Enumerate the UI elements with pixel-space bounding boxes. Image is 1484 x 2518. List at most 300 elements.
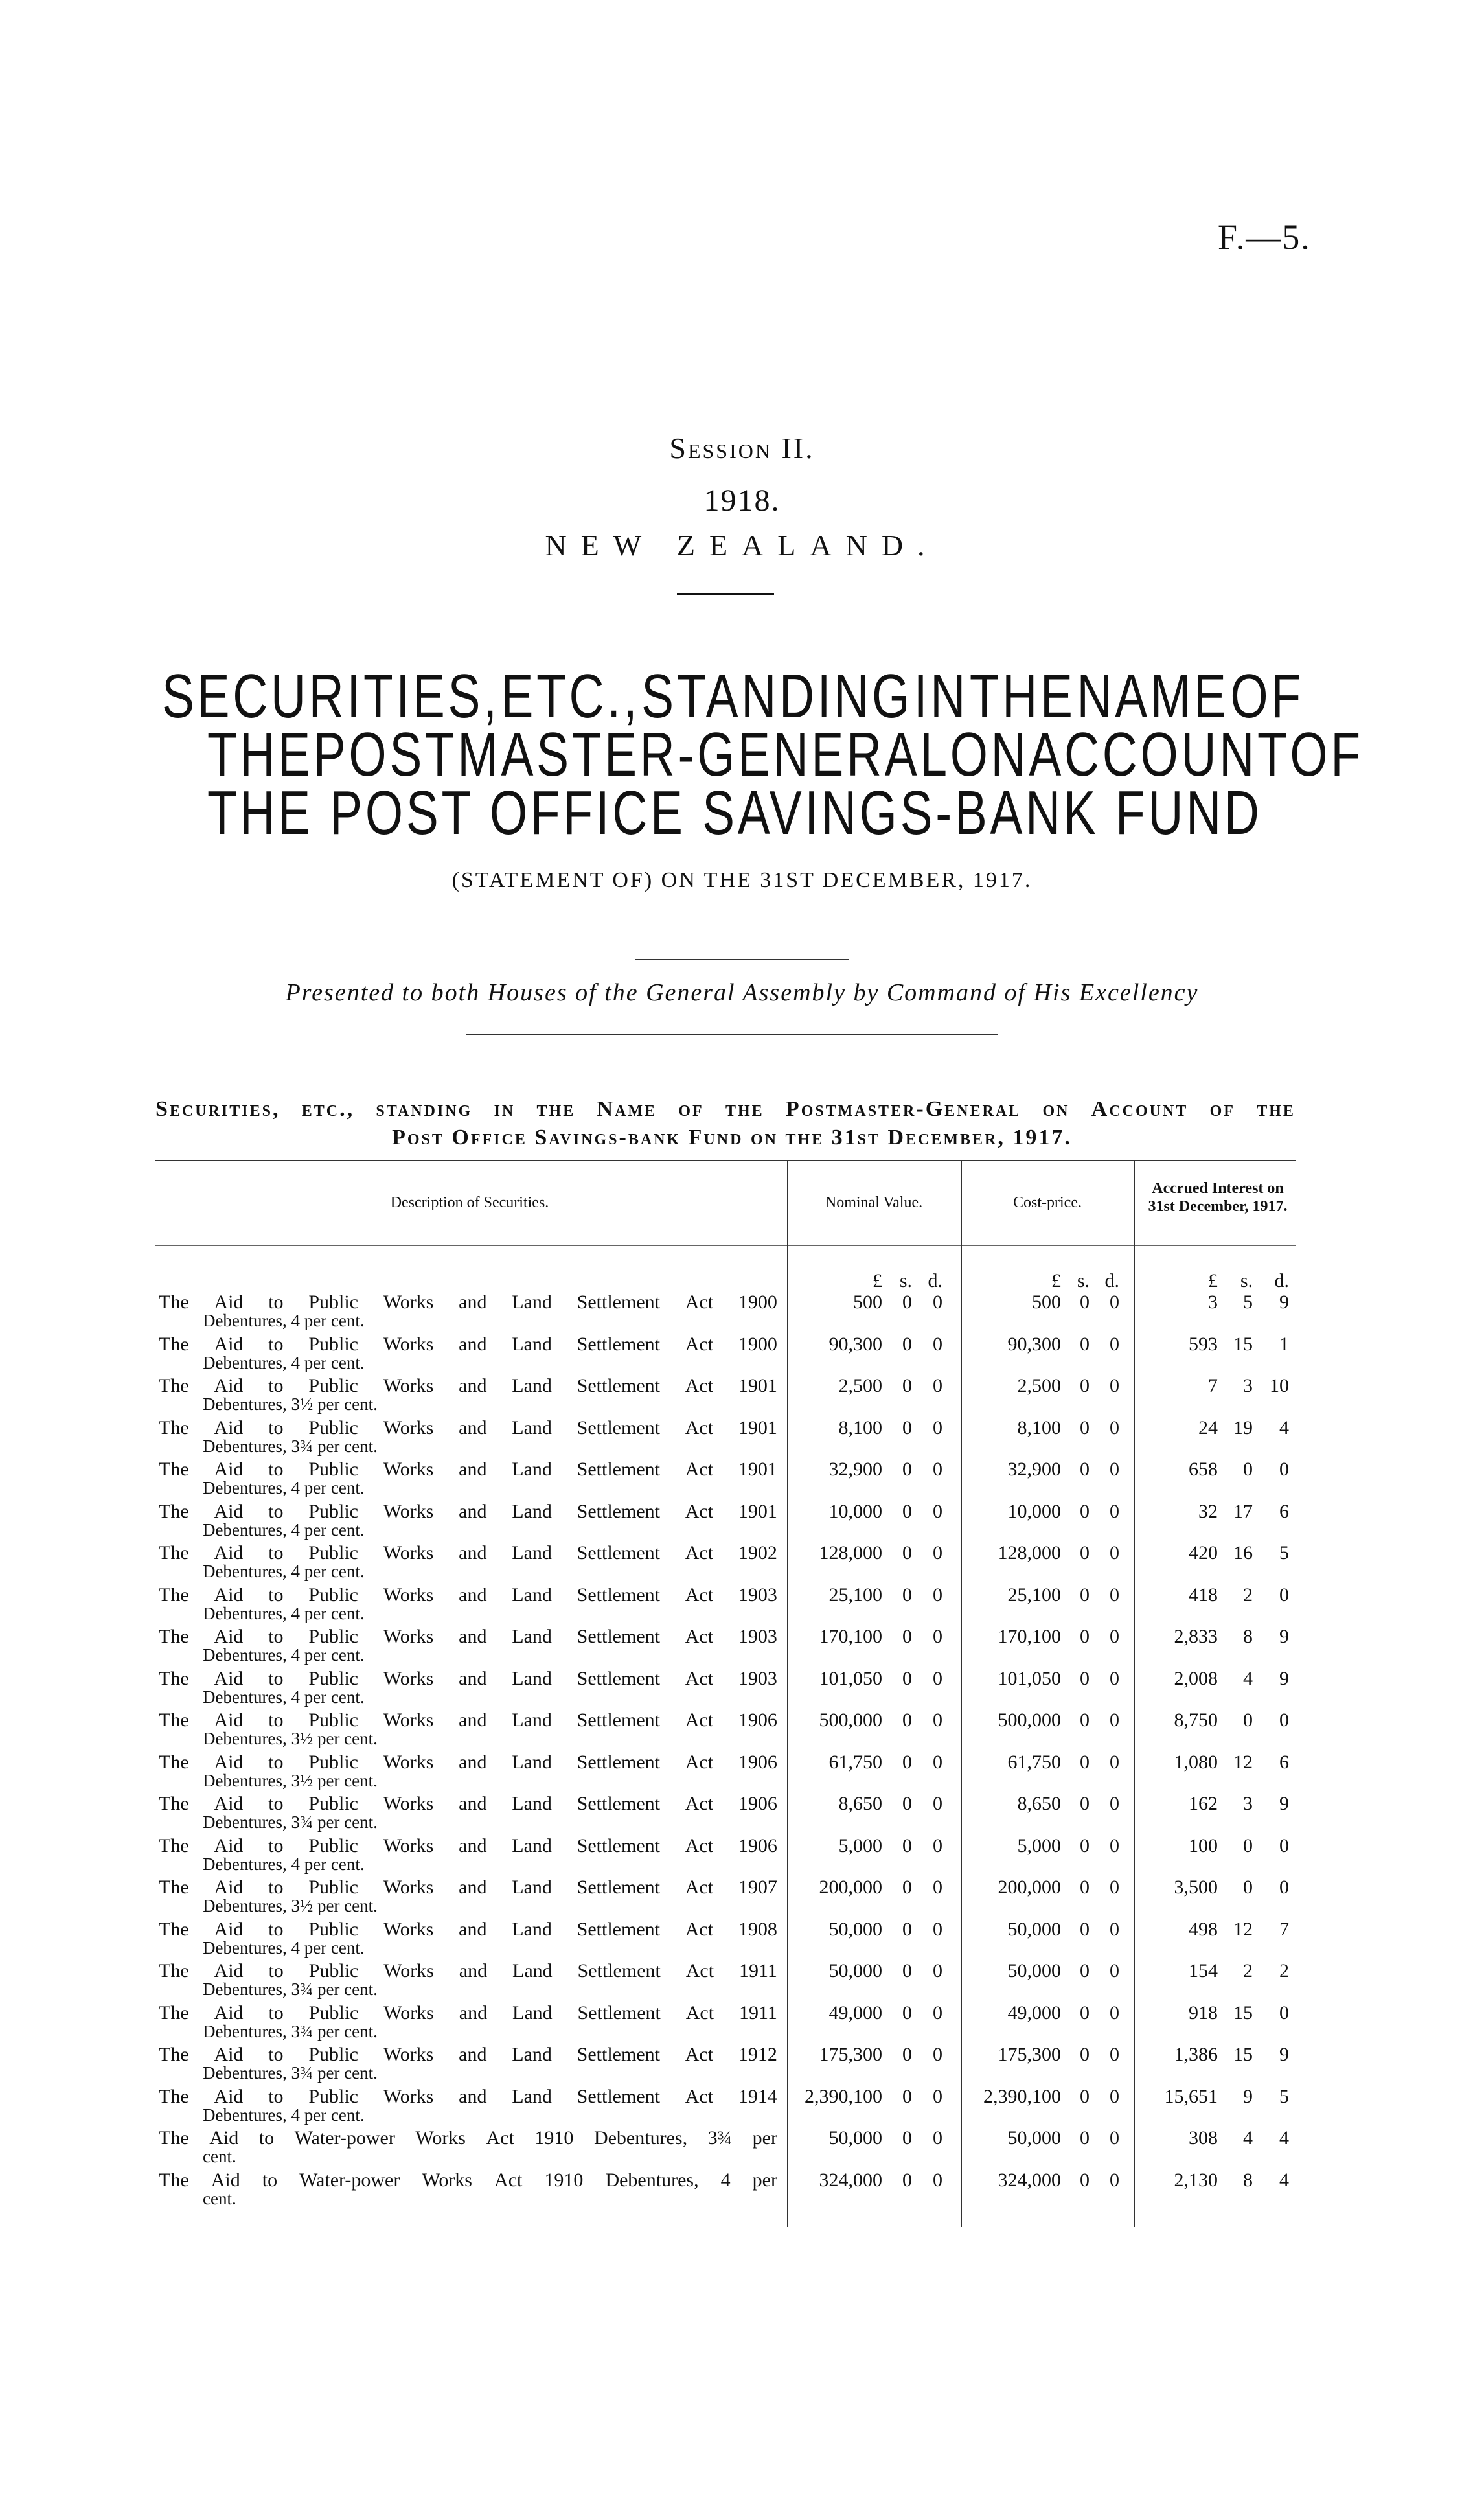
column-header-cost: Cost-price. xyxy=(1013,1194,1082,1211)
nominal-pence: 0 xyxy=(933,1793,942,1814)
nominal-pounds: 50,000 xyxy=(828,1960,882,1981)
nominal-shillings: 0 xyxy=(902,1751,912,1773)
description-word: Public xyxy=(308,2002,359,2024)
security-description xyxy=(159,1502,777,1539)
interest-pounds: 658 xyxy=(1189,1459,1218,1480)
interest-pounds: 2,130 xyxy=(1174,2169,1218,2191)
description-word: Act xyxy=(685,1835,714,1856)
cost-pence: 0 xyxy=(1110,1334,1119,1355)
nominal-shillings: 0 xyxy=(902,1835,912,1856)
description-word: and xyxy=(459,1291,487,1313)
table-top-rule xyxy=(155,1160,1296,1161)
interest-pence: 5 xyxy=(1279,1542,1289,1564)
description-word: 1911 xyxy=(739,1960,777,1981)
description-word: to xyxy=(268,1417,284,1438)
description-word: Public xyxy=(308,1877,358,1898)
security-description xyxy=(159,1543,777,1580)
security-description xyxy=(159,1376,777,1413)
nominal-pence: 0 xyxy=(933,2044,942,2065)
description-word: and xyxy=(459,2002,488,2024)
description-word: Land xyxy=(512,1375,552,1396)
description-word: Settlement xyxy=(577,2002,661,2024)
description-word: Works xyxy=(383,1501,434,1522)
description-word: Settlement xyxy=(577,1960,661,1981)
interest-pounds: 308 xyxy=(1189,2127,1218,2149)
nominal-shillings: 0 xyxy=(902,2086,912,2107)
security-description-continuation: Debentures, 4 per cent. xyxy=(203,1353,365,1372)
heading-word: Securities, xyxy=(155,1097,280,1121)
cost-pence: 0 xyxy=(1110,2127,1119,2149)
description-word: The xyxy=(159,1960,189,1981)
description-word: Act xyxy=(685,1334,714,1355)
description-word: Settlement xyxy=(576,2044,660,2065)
description-word: Aid xyxy=(214,2086,244,2107)
description-word: The xyxy=(159,1459,189,1480)
description-word: The xyxy=(159,1542,189,1564)
description-word: Public xyxy=(308,1709,358,1731)
description-word: Aid xyxy=(214,1291,244,1313)
description-word: Debentures, xyxy=(605,2169,699,2191)
cost-pence: 0 xyxy=(1110,1459,1119,1480)
description-word: to xyxy=(268,1877,284,1898)
description-word: Land xyxy=(512,1334,552,1355)
description-word: Act xyxy=(685,1751,714,1773)
interest-shillings: 0 xyxy=(1243,1877,1253,1898)
description-word: Act xyxy=(494,2169,523,2191)
description-word: Works xyxy=(383,2002,434,2024)
cost-shillings: 0 xyxy=(1080,2002,1090,2024)
currency-unit-label: £ xyxy=(1208,1270,1218,1291)
nominal-shillings: 0 xyxy=(902,1793,912,1814)
cost-pence: 0 xyxy=(1110,2086,1119,2107)
security-description-line xyxy=(159,2004,777,2023)
description-word: to xyxy=(262,2169,278,2191)
description-word: Land xyxy=(512,1877,552,1898)
security-description xyxy=(159,1586,777,1623)
description-word: to xyxy=(268,1584,284,1606)
interest-pounds: 100 xyxy=(1189,1835,1218,1856)
nominal-pence: 0 xyxy=(933,1584,942,1606)
security-description xyxy=(159,1418,777,1455)
description-word: Settlement xyxy=(576,1584,660,1606)
nominal-shillings: 0 xyxy=(902,1877,912,1898)
interest-shillings: 15 xyxy=(1233,1334,1253,1355)
security-description-continuation: Debentures, 3¾ per cent. xyxy=(203,2022,378,2041)
nominal-pence: 0 xyxy=(933,1542,942,1564)
interest-shillings: 0 xyxy=(1243,1709,1253,1731)
description-word: Public xyxy=(308,1417,358,1438)
description-word: Act xyxy=(685,2002,714,2024)
description-word: Land xyxy=(512,1626,552,1647)
description-word: Land xyxy=(512,1835,552,1856)
description-word: Land xyxy=(512,1751,552,1773)
currency-unit-label: s. xyxy=(899,1270,912,1291)
column-header-description: Description of Securities. xyxy=(390,1194,549,1211)
description-word: The xyxy=(159,1668,189,1689)
description-word: Settlement xyxy=(576,1919,660,1940)
heading-word: etc., xyxy=(301,1097,355,1121)
cost-shillings: 0 xyxy=(1080,1584,1090,1606)
description-word: Settlement xyxy=(576,1542,660,1564)
nominal-pounds: 8,650 xyxy=(838,1793,882,1814)
security-description-continuation: Debentures, 3½ per cent. xyxy=(203,1729,378,1748)
description-word: Settlement xyxy=(576,1626,660,1647)
security-description-continuation: Debentures, 3¾ per cent. xyxy=(203,2063,378,2083)
nominal-pence: 0 xyxy=(933,1960,942,1981)
description-word: Aid xyxy=(211,2169,240,2191)
interest-pence: 0 xyxy=(1279,1459,1289,1480)
description-word: 1901 xyxy=(738,1375,777,1396)
column-divider xyxy=(961,1161,962,2227)
cost-pence: 0 xyxy=(1110,1877,1119,1898)
cost-shillings: 0 xyxy=(1080,2169,1090,2191)
description-word: 1912 xyxy=(738,2044,777,2065)
description-word: 1900 xyxy=(738,1291,777,1313)
description-word: The xyxy=(159,1501,189,1522)
interest-shillings: 4 xyxy=(1243,1668,1253,1689)
description-word: Public xyxy=(308,1793,358,1814)
nominal-pence: 0 xyxy=(933,2169,942,2191)
currency-unit-label: £ xyxy=(873,1270,882,1291)
cost-pence: 0 xyxy=(1110,1584,1119,1606)
security-description xyxy=(159,1711,777,1748)
description-word: and xyxy=(459,1542,487,1564)
description-word: Land xyxy=(512,1793,552,1814)
cost-shillings: 0 xyxy=(1080,1960,1090,1981)
interest-pence: 4 xyxy=(1279,1417,1289,1438)
description-word: Act xyxy=(685,2044,714,2065)
nominal-pounds: 200,000 xyxy=(819,1877,882,1898)
description-word: Act xyxy=(685,1417,714,1438)
description-word: and xyxy=(459,2086,487,2107)
description-word: Act xyxy=(685,1501,714,1522)
cost-shillings: 0 xyxy=(1080,1668,1090,1689)
interest-pence: 9 xyxy=(1279,1291,1289,1313)
security-description-line xyxy=(159,1418,777,1438)
interest-shillings: 12 xyxy=(1233,1751,1253,1773)
description-word: Aid xyxy=(214,1919,244,1940)
description-word: Public xyxy=(308,2044,358,2065)
security-description-continuation: Debentures, 4 per cent. xyxy=(203,1478,365,1497)
description-word: Land xyxy=(512,1501,552,1522)
description-word: 1906 xyxy=(738,1709,777,1731)
description-word: 1910 xyxy=(534,2127,574,2149)
cost-pounds: 50,000 xyxy=(1007,2127,1061,2149)
description-word: The xyxy=(159,1877,189,1898)
description-word: Land xyxy=(512,1709,552,1731)
nominal-shillings: 0 xyxy=(902,1291,912,1313)
title-word: POSTMASTER-GENERAL xyxy=(313,720,950,789)
description-word: Public xyxy=(308,1626,358,1647)
description-word: to xyxy=(268,1542,284,1564)
description-word: Aid xyxy=(214,1334,244,1355)
interest-shillings: 2 xyxy=(1243,1960,1253,1981)
heading-word: on xyxy=(1042,1097,1070,1121)
description-word: Works xyxy=(383,1960,434,1981)
description-word: Aid xyxy=(214,1375,244,1396)
nominal-pence: 0 xyxy=(933,2127,942,2149)
table-heading xyxy=(155,1095,1296,1152)
nominal-shillings: 0 xyxy=(902,2044,912,2065)
security-description-line xyxy=(159,1586,777,1605)
description-word: Works xyxy=(383,1751,434,1773)
security-description-line xyxy=(159,2171,777,2190)
cost-shillings: 0 xyxy=(1080,2127,1090,2149)
table-heading-line-1 xyxy=(155,1095,1296,1124)
interest-pence: 10 xyxy=(1270,1375,1289,1396)
description-word: 1906 xyxy=(738,1835,777,1856)
nominal-pence: 0 xyxy=(933,1877,942,1898)
cost-shillings: 0 xyxy=(1080,1919,1090,1940)
security-description-continuation: Debentures, 4 per cent. xyxy=(203,1938,365,1958)
nominal-shillings: 0 xyxy=(902,1709,912,1731)
heading-word: Name xyxy=(597,1097,657,1121)
description-word: The xyxy=(159,1334,189,1355)
cost-shillings: 0 xyxy=(1080,1835,1090,1856)
cost-pence: 0 xyxy=(1110,1668,1119,1689)
nominal-shillings: 0 xyxy=(902,2002,912,2024)
interest-pence: 6 xyxy=(1279,1501,1289,1522)
description-word: Aid xyxy=(214,1626,244,1647)
cost-pounds: 170,100 xyxy=(998,1626,1061,1647)
security-description-continuation: Debentures, 3½ per cent. xyxy=(203,1394,378,1414)
security-description-continuation: Debentures, 3¾ per cent. xyxy=(203,1812,378,1832)
title-word: ETC., xyxy=(501,662,641,731)
nominal-pounds: 61,750 xyxy=(828,1751,882,1773)
nominal-pounds: 128,000 xyxy=(819,1542,882,1564)
interest-shillings: 8 xyxy=(1243,1626,1253,1647)
description-word: Public xyxy=(308,1960,359,1981)
description-word: The xyxy=(159,2086,189,2107)
nominal-pounds: 10,000 xyxy=(828,1501,882,1522)
security-description xyxy=(159,1878,777,1915)
security-description-line xyxy=(159,2045,777,2064)
description-word: 4 xyxy=(720,2169,731,2191)
description-word: Works xyxy=(383,1919,434,1940)
cost-pounds: 500 xyxy=(1032,1291,1061,1313)
security-description xyxy=(159,1627,777,1664)
security-description xyxy=(159,2045,777,2082)
interest-pounds: 7 xyxy=(1208,1375,1218,1396)
interest-shillings: 2 xyxy=(1243,1584,1253,1606)
interest-pence: 9 xyxy=(1279,1626,1289,1647)
table-heading-line-2: Post Office Savings-bank Fund on the 31st December, 1917. xyxy=(392,1126,1072,1149)
description-word: Works xyxy=(422,2169,472,2191)
description-word: Act xyxy=(685,1709,714,1731)
nominal-pounds: 2,500 xyxy=(838,1375,882,1396)
security-description xyxy=(159,2004,777,2040)
nominal-pence: 0 xyxy=(933,1919,942,1940)
nominal-pounds: 50,000 xyxy=(828,1919,882,1940)
description-word: 1910 xyxy=(544,2169,584,2191)
cost-pounds: 50,000 xyxy=(1007,1919,1061,1940)
interest-pence: 0 xyxy=(1279,2002,1289,2024)
security-description-continuation: Debentures, 4 per cent. xyxy=(203,1311,365,1330)
description-word: The xyxy=(159,1626,189,1647)
heading-word: the xyxy=(536,1097,576,1121)
description-word: and xyxy=(459,1375,487,1396)
interest-pence: 0 xyxy=(1279,1877,1289,1898)
interest-pounds: 154 xyxy=(1189,1960,1218,1981)
nominal-pence: 0 xyxy=(933,1417,942,1438)
security-description-continuation: cent. xyxy=(203,2189,236,2208)
cost-pence: 0 xyxy=(1110,2044,1119,2065)
heading-word: of xyxy=(678,1097,704,1121)
cost-shillings: 0 xyxy=(1080,2044,1090,2065)
nominal-pounds: 25,100 xyxy=(828,1584,882,1606)
description-word: Settlement xyxy=(576,1793,660,1814)
description-word: Public xyxy=(308,1334,358,1355)
cost-shillings: 0 xyxy=(1080,1793,1090,1814)
security-description-line xyxy=(159,1376,777,1396)
description-word: The xyxy=(159,1919,189,1940)
description-word: and xyxy=(459,1709,487,1731)
interest-pence: 9 xyxy=(1279,2044,1289,2065)
description-word: to xyxy=(268,1793,284,1814)
interest-shillings: 9 xyxy=(1243,2086,1253,2107)
description-word: 1903 xyxy=(738,1668,777,1689)
description-word: 1900 xyxy=(738,1334,777,1355)
cost-pence: 0 xyxy=(1110,1626,1119,1647)
cost-pence: 0 xyxy=(1110,1501,1119,1522)
heading-word: standing xyxy=(376,1097,473,1121)
cost-pence: 0 xyxy=(1110,1709,1119,1731)
cost-pounds: 2,500 xyxy=(1017,1375,1061,1396)
description-word: Land xyxy=(512,1668,552,1689)
security-description xyxy=(159,2087,777,2124)
security-description-line xyxy=(159,1502,777,1521)
cost-pence: 0 xyxy=(1110,2169,1119,2191)
cost-pence: 0 xyxy=(1110,1542,1119,1564)
description-word: Public xyxy=(308,1501,358,1522)
cost-shillings: 0 xyxy=(1080,1291,1090,1313)
heading-word: the xyxy=(725,1097,764,1121)
description-word: and xyxy=(459,1501,487,1522)
description-word: Water-power xyxy=(294,2127,395,2149)
description-word: 3¾ xyxy=(707,2127,733,2149)
description-word: Act xyxy=(685,1919,714,1940)
cost-pence: 0 xyxy=(1110,1375,1119,1396)
description-word: Act xyxy=(685,2086,714,2107)
interest-shillings: 0 xyxy=(1243,1835,1253,1856)
nominal-pounds: 5,000 xyxy=(838,1835,882,1856)
description-word: Works xyxy=(383,1375,434,1396)
security-description xyxy=(159,1293,777,1330)
country-label: NEW ZEALAND. xyxy=(545,529,939,562)
cost-pounds: 50,000 xyxy=(1007,1960,1061,1981)
description-word: Works xyxy=(383,1542,434,1564)
description-word: Settlement xyxy=(576,1334,660,1355)
description-word: 1901 xyxy=(738,1459,777,1480)
description-word: and xyxy=(459,1877,487,1898)
description-word: to xyxy=(268,2044,284,2065)
description-word: Aid xyxy=(214,1835,244,1856)
presented-line: Presented to both Houses of the General Assembly by Command of His Excellency xyxy=(285,979,1199,1006)
description-word: Public xyxy=(308,1668,358,1689)
description-word: Act xyxy=(685,1542,714,1564)
interest-pounds: 2,008 xyxy=(1174,1668,1218,1689)
interest-pounds: 3,500 xyxy=(1174,1877,1218,1898)
description-word: and xyxy=(459,1334,487,1355)
cost-pounds: 8,100 xyxy=(1017,1417,1061,1438)
interest-shillings: 16 xyxy=(1233,1542,1253,1564)
security-description-continuation: Debentures, 4 per cent. xyxy=(203,1645,365,1665)
interest-pounds: 3 xyxy=(1208,1291,1218,1313)
currency-unit-label: s. xyxy=(1240,1270,1253,1291)
description-word: Aid xyxy=(214,2002,244,2024)
heading-word: in xyxy=(494,1097,516,1121)
description-word: Land xyxy=(512,2086,552,2107)
description-word: Aid xyxy=(214,1960,244,1981)
security-description-line xyxy=(159,1335,777,1354)
nominal-pounds: 90,300 xyxy=(828,1334,882,1355)
title-word: IN xyxy=(913,662,968,731)
security-description-continuation: Debentures, 4 per cent. xyxy=(203,2105,365,2125)
description-word: Settlement xyxy=(576,1459,660,1480)
nominal-shillings: 0 xyxy=(902,1626,912,1647)
heading-word: the xyxy=(1257,1097,1296,1121)
description-word: and xyxy=(459,1584,487,1606)
description-word: and xyxy=(459,1668,487,1689)
description-word: Settlement xyxy=(576,1709,660,1731)
description-word: to xyxy=(268,1919,284,1940)
currency-unit-label: d. xyxy=(928,1270,942,1291)
table-header-rule xyxy=(155,1245,1296,1246)
interest-shillings: 15 xyxy=(1233,2002,1253,2024)
description-word: The xyxy=(159,1835,189,1856)
description-word: to xyxy=(268,1960,284,1981)
nominal-shillings: 0 xyxy=(902,1960,912,1981)
nominal-pounds: 500 xyxy=(853,1291,882,1313)
interest-pounds: 8,750 xyxy=(1174,1709,1218,1731)
interest-pence: 1 xyxy=(1279,1334,1289,1355)
nominal-shillings: 0 xyxy=(902,1542,912,1564)
security-description-line xyxy=(159,1669,777,1689)
description-word: and xyxy=(459,1417,487,1438)
document-reference: F.—5. xyxy=(1218,218,1311,257)
description-word: and xyxy=(459,1960,488,1981)
description-word: Works xyxy=(415,2127,466,2149)
security-description xyxy=(159,1753,777,1790)
description-word: Aid xyxy=(214,1542,244,1564)
description-word: Land xyxy=(512,1584,552,1606)
description-word: 1901 xyxy=(738,1501,777,1522)
cost-pounds: 128,000 xyxy=(998,1542,1061,1564)
nominal-pounds: 324,000 xyxy=(819,2169,882,2191)
nominal-shillings: 0 xyxy=(902,1375,912,1396)
description-word: Settlement xyxy=(576,1877,660,1898)
description-word: Works xyxy=(383,1334,434,1355)
description-word: Aid xyxy=(214,1877,244,1898)
description-word: Settlement xyxy=(576,1668,660,1689)
interest-pounds: 1,080 xyxy=(1174,1751,1218,1773)
interest-pounds: 1,386 xyxy=(1174,2044,1218,2065)
description-word: Aid xyxy=(214,1584,244,1606)
description-word: Act xyxy=(685,1877,714,1898)
security-description-line xyxy=(159,1753,777,1772)
security-description-line xyxy=(159,1836,777,1856)
nominal-shillings: 0 xyxy=(902,1334,912,1355)
description-word: Aid xyxy=(209,2127,239,2149)
title-word: THE xyxy=(207,720,314,789)
nominal-pence: 0 xyxy=(933,1668,942,1689)
description-word: Works xyxy=(383,1626,434,1647)
nominal-pounds: 2,390,100 xyxy=(805,2086,882,2107)
interest-pence: 0 xyxy=(1279,1584,1289,1606)
nominal-shillings: 0 xyxy=(902,1417,912,1438)
description-word: Works xyxy=(383,1709,434,1731)
security-description xyxy=(159,1961,777,1998)
